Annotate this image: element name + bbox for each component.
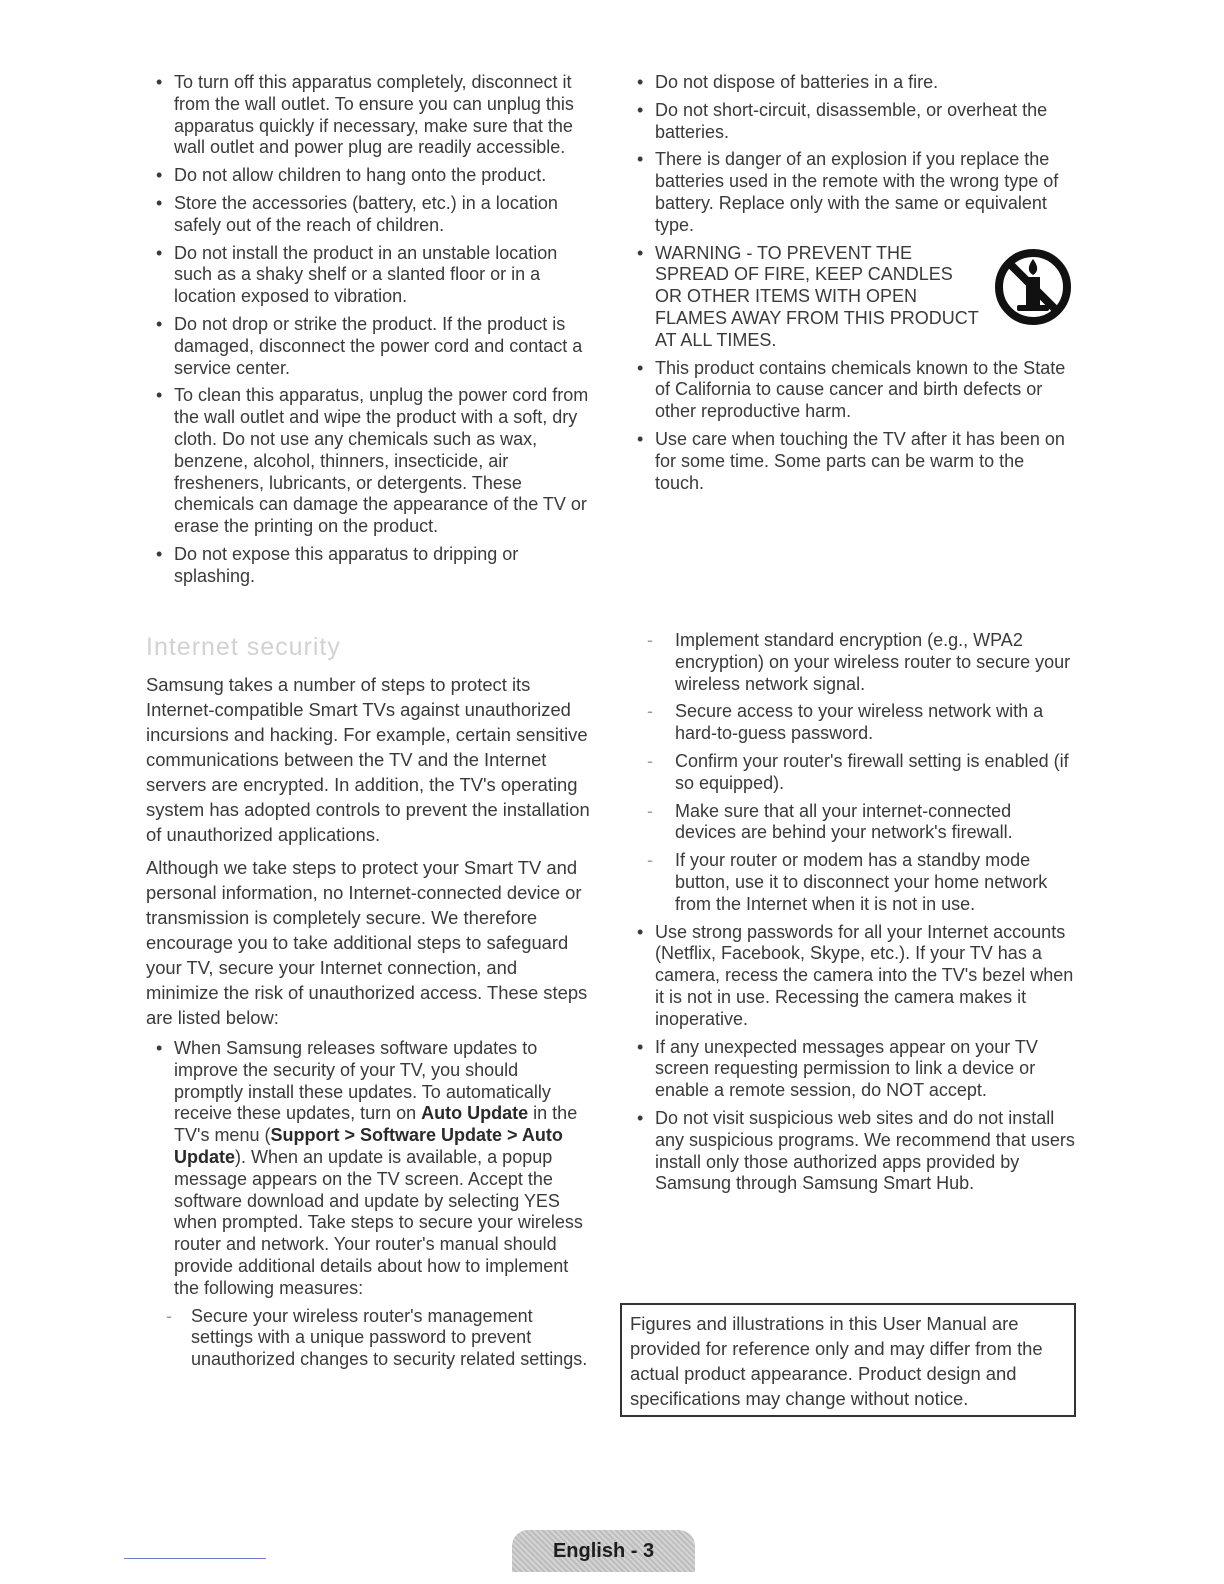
menu-item-support: Support bbox=[270, 1125, 340, 1146]
list-item: - Make sure that all your internet-connected devices are behind your network's firewall. bbox=[627, 801, 1075, 845]
no-open-flame-icon bbox=[993, 247, 1073, 327]
security-tips-list bbox=[627, 922, 1075, 1196]
list-item: • To turn off this apparatus completely, disconnect it from the wall outlet. To ensure you can unplug this apparatus quickly if necessary, make sure that the wall outlet and power plug are readily accessible. bbox=[146, 72, 591, 159]
paragraph: Although we take steps to protect your Smart TV and personal information, no Internet-connected device or transmission is completely secure. We therefore encourage you to take additional steps to safeguard your TV, secure your Internet connection, and minimize the risk of unauthorized access. These steps are listed below: bbox=[146, 857, 588, 1028]
list-item: • If any unexpected messages appear on your TV screen requesting permission to link a device or enable a remote session, do NOT accept. bbox=[627, 1037, 1075, 1102]
menu-item-software-update: Software Update bbox=[359, 1125, 503, 1146]
list-item: • Do not drop or strike the product. If the product is damaged, disconnect the power cord and contact a service center. bbox=[146, 314, 591, 379]
list-item: • Do not allow children to hang onto the product. bbox=[146, 165, 591, 187]
warning-item bbox=[627, 243, 1075, 352]
update-list bbox=[146, 1038, 591, 1300]
section-heading: Internet security bbox=[146, 633, 341, 661]
internet-security-left-column bbox=[146, 618, 591, 1377]
menu-item-auto-update: Auto Update bbox=[174, 1125, 563, 1167]
warning-text: WARNING - TO PREVENT THE SPREAD OF FIRE, KEEP CANDLES OR OTHER ITEMS WITH OPEN FLAMES AWAY FROM THIS PRODUCT AT ALL TIMES. bbox=[655, 242, 979, 350]
text-run: ). When an update is available, a popup message appears on the TV screen. Accept the software download and update by selecting YES when prompted. Take steps to secure your wireless router and network. Your router's manual should provide additional details about how to implement the following measures: bbox=[174, 1146, 583, 1298]
safety-left-column bbox=[146, 72, 591, 594]
list-item: • Use strong passwords for all your Internet accounts (Netflix, Facebook, Skype, etc.). If your TV has a camera, recess the camera into the TV's bezel when it is not in use. Recessing the camera makes it inoperative. bbox=[627, 922, 1075, 1031]
list-item: • Do not short-circuit, disassemble, or overheat the batteries. bbox=[627, 100, 1075, 144]
list-item: • Do not dispose of batteries in a fire. bbox=[627, 72, 1075, 94]
list-item: • There is danger of an explosion if you replace the batteries used in the remote with the wrong type of battery. Replace only with the same or equivalent type. bbox=[627, 149, 1075, 236]
menu-item-auto-update: Auto Update bbox=[421, 1103, 529, 1124]
safety-list-right bbox=[627, 72, 1075, 494]
list-item: • Do not install the product in an unstable location such as a shaky shelf or a slanted floor or in a location exposed to vibration. bbox=[146, 243, 591, 308]
menu-separator: > bbox=[502, 1125, 522, 1146]
warning-block bbox=[655, 243, 1075, 352]
internet-security-right-column bbox=[627, 630, 1075, 1201]
list-item: • Do not expose this apparatus to dripping or splashing. bbox=[146, 544, 591, 588]
paragraph: Samsung takes a number of steps to protect its Internet-compatible Smart TVs against unauthorized incursions and hacking. For example, certain sensitive communications between the TV and the Internet servers are encrypted. In addition, the TV's operating system has adopted controls to prevent the installation of unauthorized applications. bbox=[146, 674, 590, 845]
list-item: • Use care when touching the TV after it has been on for some time. Some parts can be warm to the touch. bbox=[627, 429, 1075, 494]
update-bullet bbox=[146, 1038, 591, 1300]
page-number-label: English - 3 bbox=[552, 1539, 655, 1562]
list-item: - Secure your wireless router's management settings with a unique password to prevent unauthorized changes to security related settings. bbox=[146, 1306, 591, 1371]
safety-right-column bbox=[627, 72, 1075, 500]
list-item: • Do not visit suspicious web sites and do not install any suspicious programs. We recommend that users install only those authorized apps provided by Samsung through Samsung Smart Hub. bbox=[627, 1108, 1075, 1195]
list-item: - If your router or modem has a standby mode button, use it to disconnect your home network from the Internet when it is not in use. bbox=[627, 850, 1075, 915]
list-item: • Store the accessories (battery, etc.) in a location safely out of the reach of children. bbox=[146, 193, 591, 237]
router-measures-list-left bbox=[146, 1306, 591, 1371]
text-run: When Samsung releases software updates to improve the security of your TV, you should promptly install these updates. To automatically receive these updates, turn on bbox=[174, 1038, 551, 1124]
footer-rule bbox=[124, 1558, 266, 1559]
router-measures-list-right bbox=[627, 630, 1075, 916]
list-item: - Implement standard encryption (e.g., WPA2 encryption) on your wireless router to secure your wireless network signal. bbox=[627, 630, 1075, 695]
list-item: • This product contains chemicals known to the State of California to cause cancer and birth defects or other reproductive harm. bbox=[627, 358, 1075, 423]
disclaimer-box: Figures and illustrations in this User Manual are provided for reference only and may differ from the actual product appearance. Product design and specifications may change without notice. bbox=[620, 1303, 1076, 1417]
list-item: - Secure access to your wireless network with a hard-to-guess password. bbox=[627, 701, 1075, 745]
safety-list-left bbox=[146, 72, 591, 588]
text-run: in the TV's menu ( bbox=[174, 1103, 578, 1146]
list-item: - Confirm your router's firewall setting is enabled (if so equipped). bbox=[627, 751, 1075, 795]
menu-separator: > bbox=[339, 1125, 360, 1146]
page-number-badge bbox=[512, 1530, 695, 1572]
list-item: • To clean this apparatus, unplug the power cord from the wall outlet and wipe the product with a soft, dry cloth. Do not use any chemicals such as wax, benzene, alcohol, thinners, insecticide, air fresheners, lubricants, or detergents. These chemicals can damage the appearance of the TV or erase the printing on the product. bbox=[146, 385, 591, 538]
